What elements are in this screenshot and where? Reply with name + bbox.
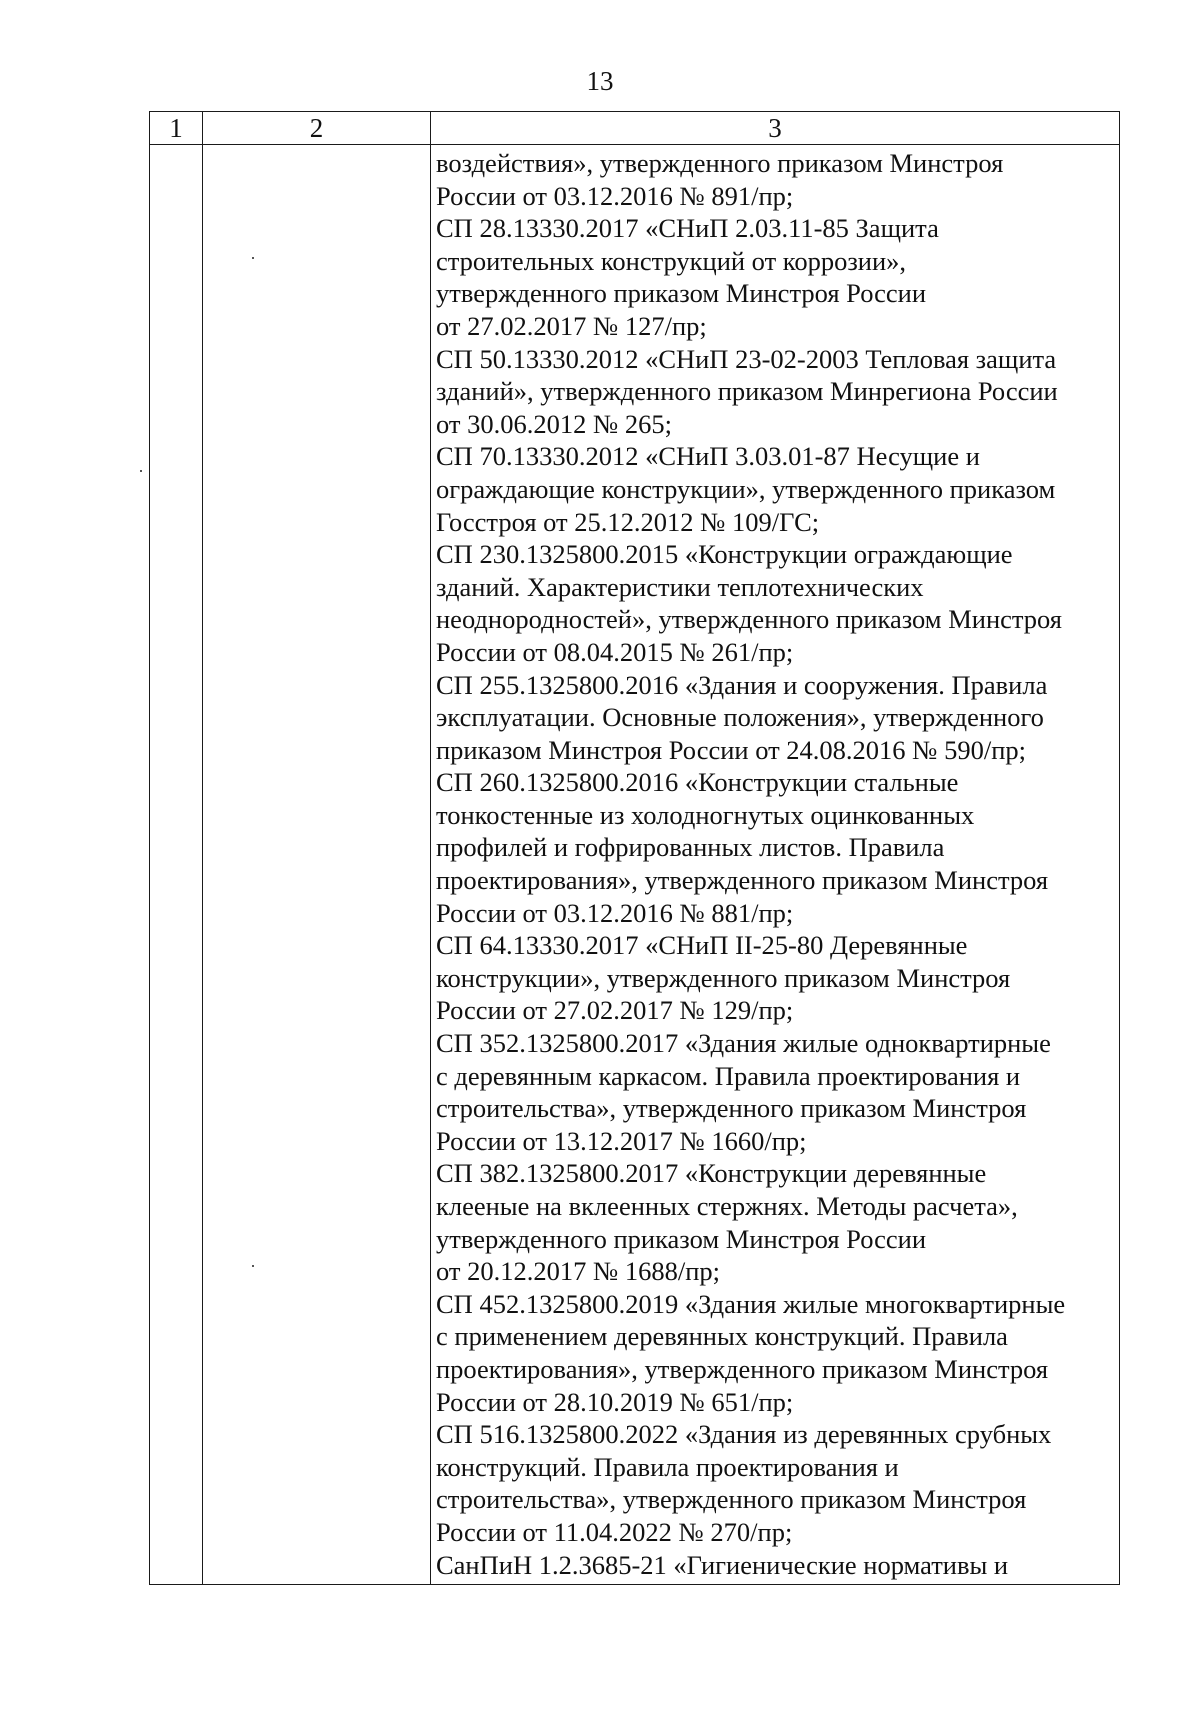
- regulation-text-line: СП 452.1325800.2019 «Здания жилые многоквартирные: [436, 1288, 1066, 1319]
- regulation-entry: [436, 1418, 1119, 1548]
- regulation-entry: [436, 929, 1119, 1027]
- scan-artifact: [252, 1265, 254, 1267]
- regulation-text-line: СП 352.1325800.2017 «Здания жилые одноквартирные: [436, 1028, 1051, 1059]
- regulation-entry: [436, 538, 1119, 668]
- regulation-text-line: воздействия», утвержденного приказом Минстроя: [436, 148, 1004, 178]
- column-header-3: 3: [431, 112, 1120, 145]
- scan-artifact: [140, 470, 142, 472]
- regulation-entry: [436, 669, 1119, 767]
- regulation-entry: [436, 766, 1119, 929]
- column-3-cell: [431, 145, 1120, 1585]
- regulation-text-line: строительства», утвержденного приказом Минстроя: [436, 1484, 1027, 1515]
- regulation-text-line: ограждающие конструкции», утвержденного приказом: [436, 473, 1056, 504]
- regulation-text-line: России от 08.04.2015 № 261/пр;: [436, 636, 794, 667]
- regulation-entry: [436, 1157, 1119, 1287]
- regulation-text-line: СП 260.1325800.2016 «Конструкции стальные: [436, 767, 959, 798]
- regulation-text-line: СанПиН 1.2.3685-21 «Гигиенические нормативы и: [436, 1549, 1009, 1580]
- regulation-text-line: России от 11.04.2022 № 270/пр;: [436, 1516, 793, 1547]
- regulation-entry: [436, 147, 1119, 212]
- regulation-text-line: эксплуатации. Основные положения», утвержденного: [436, 702, 1044, 733]
- regulation-text-line: утвержденного приказом Минстроя России: [436, 278, 927, 309]
- regulation-text-line: зданий. Характеристики теплотехнических: [436, 571, 924, 602]
- regulation-text-line: от 30.06.2012 № 265;: [436, 408, 673, 439]
- regulation-text-line: СП 70.13330.2012 «СНиП 3.03.01-87 Несущие и: [436, 441, 980, 472]
- regulation-entry: [436, 212, 1119, 342]
- regulation-text-line: утвержденного приказом Минстроя России: [436, 1223, 927, 1254]
- regulation-text-line: СП 382.1325800.2017 «Конструкции деревянные: [436, 1158, 987, 1189]
- regulation-text-line: СП 516.1325800.2022 «Здания из деревянных срубных: [436, 1419, 1052, 1450]
- column-2-cell: [203, 145, 431, 1585]
- regulation-text-line: строительства», утвержденного приказом Минстроя: [436, 1093, 1027, 1124]
- regulation-text-line: строительных конструкций от коррозии»,: [436, 245, 907, 276]
- regulation-text-line: проектирования», утвержденного приказом Минстроя: [436, 865, 1049, 896]
- regulation-text-line: конструкций. Правила проектирования и: [436, 1451, 899, 1482]
- regulation-list: [436, 147, 1119, 1581]
- regulation-text-line: тонкостенные из холодногнутых оцинкованных: [436, 799, 975, 830]
- regulation-text-line: профилей и гофрированных листов. Правила: [436, 832, 945, 863]
- regulation-text-line: от 27.02.2017 № 127/пр;: [436, 310, 707, 341]
- regulation-text-line: России от 28.10.2019 № 651/пр;: [436, 1386, 794, 1417]
- regulation-text-line: СП 28.13330.2017 «СНиП 2.03.11-85 Защита: [436, 213, 939, 244]
- regulation-text-line: с применением деревянных конструкций. Правила: [436, 1321, 1008, 1352]
- regulation-text-line: клееные на вклеенных стержнях. Методы расчета»,: [436, 1191, 1018, 1221]
- regulations-table: [149, 111, 1120, 1585]
- regulation-text-line: России от 03.12.2016 № 881/пр;: [436, 897, 794, 928]
- regulation-text-line: России от 27.02.2017 № 129/пр;: [436, 995, 794, 1026]
- regulation-text-line: конструкции», утвержденного приказом Минстроя: [436, 962, 1011, 993]
- regulation-entry: [436, 1027, 1119, 1157]
- regulation-text-line: с деревянным каркасом. Правила проектирования и: [436, 1060, 1021, 1091]
- regulation-entry: [436, 1288, 1119, 1418]
- regulation-text-line: СП 50.13330.2012 «СНиП 23-02-2003 Тепловая защита: [436, 343, 1057, 374]
- regulation-text-line: проектирования», утвержденного приказом Минстроя: [436, 1353, 1049, 1384]
- column-1-cell: [150, 145, 203, 1585]
- table-row: [150, 145, 1120, 1585]
- regulation-text-line: зданий», утвержденного приказом Минрегиона России: [436, 376, 1058, 407]
- regulation-text-line: СП 255.1325800.2016 «Здания и сооружения. Правила: [436, 669, 1048, 700]
- scan-artifact: [252, 257, 254, 259]
- page-number: 13: [586, 66, 614, 96]
- regulation-text-line: приказом Минстроя России от 24.08.2016 № 590/пр;: [436, 734, 1027, 765]
- regulation-text-line: СП 230.1325800.2015 «Конструкции ограждающие: [436, 539, 1013, 570]
- regulation-text-line: от 20.12.2017 № 1688/пр;: [436, 1256, 721, 1287]
- regulation-entry: [436, 440, 1119, 538]
- table-header-row: [150, 112, 1120, 145]
- regulation-entry: [436, 343, 1119, 441]
- regulation-text-line: Госстроя от 25.12.2012 № 109/ГС;: [436, 506, 820, 537]
- column-header-1: 1: [150, 112, 203, 145]
- regulation-text-line: неоднородностей», утвержденного приказом Минстроя: [436, 604, 1062, 635]
- regulation-text-line: России от 13.12.2017 № 1660/пр;: [436, 1125, 807, 1156]
- regulation-entry: [436, 1549, 1119, 1582]
- column-header-2: 2: [203, 112, 431, 145]
- regulation-text-line: России от 03.12.2016 № 891/пр;: [436, 180, 794, 211]
- regulation-text-line: СП 64.13330.2017 «СНиП II-25-80 Деревянные: [436, 930, 968, 961]
